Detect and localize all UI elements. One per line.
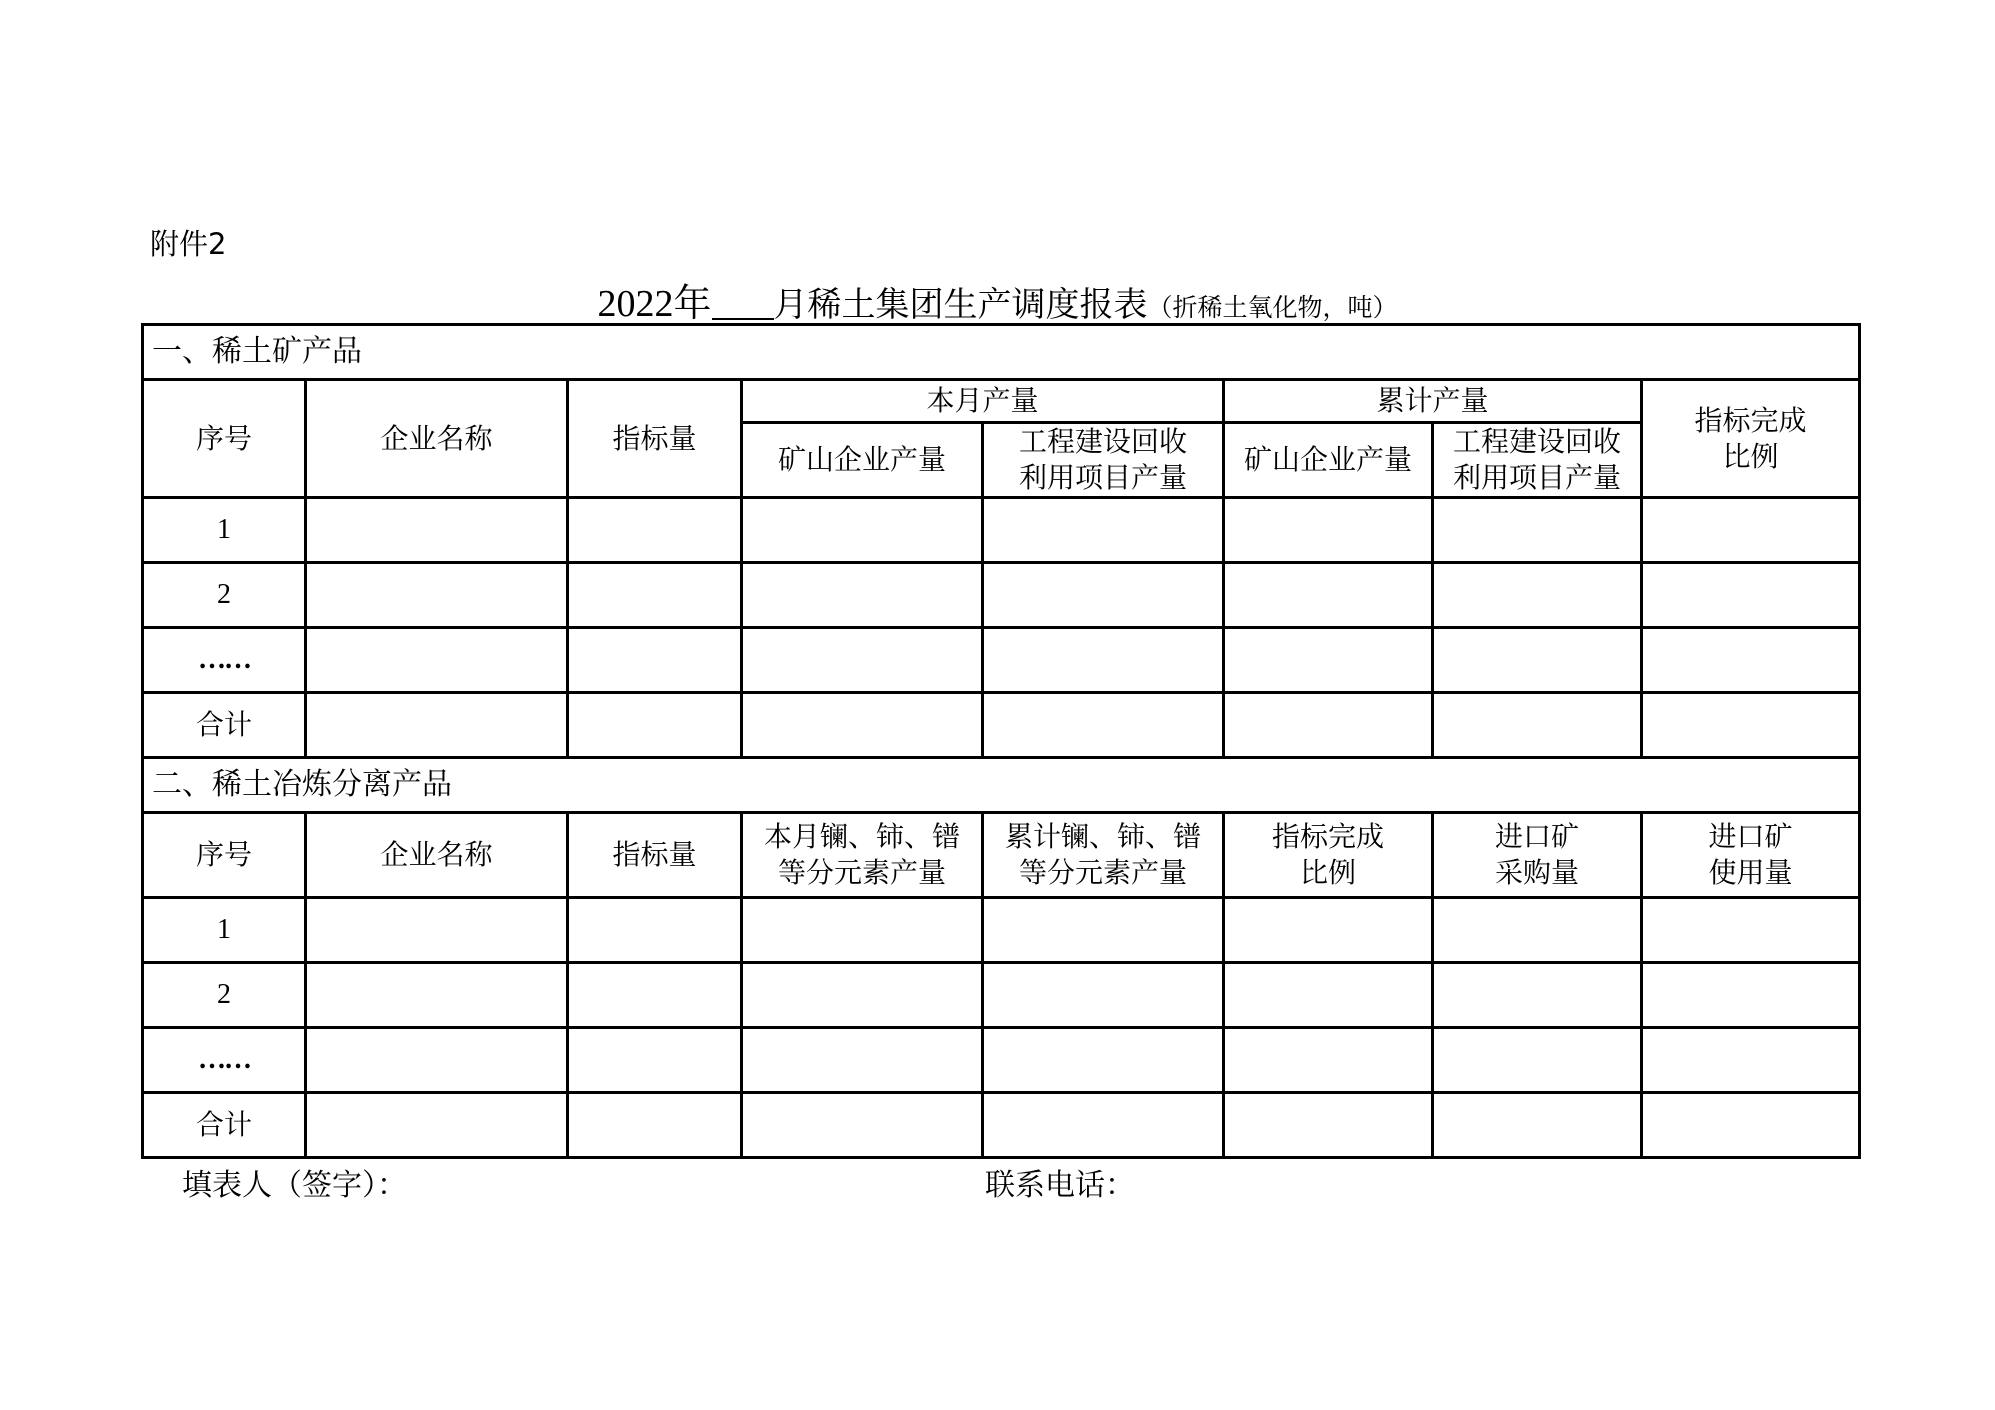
cell-input[interactable] (742, 963, 983, 1028)
s1-completion-line2: 比例 (1722, 439, 1779, 473)
cell-input[interactable] (568, 498, 742, 563)
row-seq: 1 (143, 498, 306, 563)
table-row (143, 898, 1860, 963)
s1-header-completion (1642, 380, 1860, 498)
s2-header-seq: 序号 (143, 813, 306, 898)
s1-cumulative-recovery-line1: 工程建设回收 (1452, 425, 1621, 458)
s2-purchase-line2: 采购量 (1494, 856, 1579, 889)
cell-input[interactable] (1642, 1028, 1860, 1093)
s2-header-company: 企业名称 (306, 813, 568, 898)
s1-header-cumulative-mine: 矿山企业产量 (1224, 423, 1433, 498)
s2-completion-line1: 指标完成 (1271, 820, 1384, 853)
cell-input[interactable] (742, 498, 983, 563)
cell-input[interactable] (983, 498, 1224, 563)
cell-input[interactable] (742, 628, 983, 693)
section2-heading: 二、稀土冶炼分离产品 (143, 758, 1860, 813)
cell-input[interactable] (306, 563, 568, 628)
cell-input[interactable] (983, 1093, 1224, 1158)
cell-input[interactable] (1224, 498, 1433, 563)
cell-input[interactable] (983, 963, 1224, 1028)
row-ellipsis: …… (143, 1028, 306, 1093)
cell-input[interactable] (1642, 563, 1860, 628)
cell-input[interactable] (1642, 963, 1860, 1028)
cell-input[interactable] (1433, 563, 1642, 628)
cell-input[interactable] (983, 628, 1224, 693)
s1-monthly-recovery-line2: 利用项目产量 (1018, 461, 1187, 494)
s1-monthly-recovery-line1: 工程建设回收 (1018, 425, 1187, 458)
table-row (143, 563, 1860, 628)
cell-input[interactable] (983, 1028, 1224, 1093)
s1-completion-line1: 指标完成 (1694, 403, 1807, 437)
title-year: 2022年 (597, 283, 712, 325)
cell-input[interactable] (742, 693, 983, 758)
cell-input[interactable] (983, 563, 1224, 628)
cell-input[interactable] (1433, 963, 1642, 1028)
cell-input[interactable] (568, 1093, 742, 1158)
table-row-total (143, 1093, 1860, 1158)
filler-signature-label: 填表人（签字）： (182, 1168, 407, 1203)
row-seq: 1 (143, 898, 306, 963)
cell-input[interactable] (983, 693, 1224, 758)
cell-input[interactable] (1433, 498, 1642, 563)
cell-input[interactable] (742, 1093, 983, 1158)
s1-header-monthly-group: 本月产量 (742, 380, 1224, 423)
cell-input[interactable] (1224, 693, 1433, 758)
cell-input[interactable] (1642, 628, 1860, 693)
title-main: 月稀土集团生产调度报表 (773, 285, 1148, 325)
cell-input[interactable] (306, 498, 568, 563)
s2-header-cumulative (983, 813, 1224, 898)
s2-usage-line2: 使用量 (1708, 856, 1793, 889)
cell-input[interactable] (742, 1028, 983, 1093)
cell-input[interactable] (983, 898, 1224, 963)
s1-header-company: 企业名称 (306, 380, 568, 498)
cell-input[interactable] (568, 563, 742, 628)
table-row (143, 498, 1860, 563)
title-unit: （折稀土氧化物，吨） (1147, 293, 1398, 322)
row-seq: 2 (143, 563, 306, 628)
cell-input[interactable] (1224, 898, 1433, 963)
s2-header-quota: 指标量 (568, 813, 742, 898)
cell-input[interactable] (1224, 1028, 1433, 1093)
annex-label: 附件2 (150, 227, 227, 261)
row-total-label: 合计 (143, 693, 306, 758)
row-seq: 2 (143, 963, 306, 1028)
cell-input[interactable] (568, 963, 742, 1028)
cell-input[interactable] (568, 1028, 742, 1093)
cell-input[interactable] (568, 693, 742, 758)
cell-input[interactable] (306, 693, 568, 758)
cell-input[interactable] (1433, 628, 1642, 693)
cell-input[interactable] (1224, 563, 1433, 628)
cell-input[interactable] (1642, 1093, 1860, 1158)
s2-header-purchase (1433, 813, 1642, 898)
s1-header-monthly-recovery (983, 423, 1224, 498)
s2-usage-line1: 进口矿 (1708, 820, 1793, 853)
cell-input[interactable] (306, 898, 568, 963)
s1-header-cumulative-recovery (1433, 423, 1642, 498)
table-row (143, 963, 1860, 1028)
cell-input[interactable] (1433, 1028, 1642, 1093)
cell-input[interactable] (306, 963, 568, 1028)
cell-input[interactable] (568, 628, 742, 693)
cell-input[interactable] (742, 563, 983, 628)
s2-cumulative-line2: 等分元素产量 (1018, 856, 1187, 889)
cell-input[interactable] (306, 1028, 568, 1093)
s2-completion-line2: 比例 (1299, 856, 1356, 889)
s2-cumulative-line1: 累计镧、铈、镨 (1004, 820, 1201, 853)
cell-input[interactable] (1433, 693, 1642, 758)
s2-monthly-line2: 等分元素产量 (777, 856, 946, 889)
cell-input[interactable] (1433, 1093, 1642, 1158)
cell-input[interactable] (1224, 628, 1433, 693)
s1-cumulative-recovery-line2: 利用项目产量 (1452, 461, 1621, 494)
s2-header-monthly (742, 813, 983, 898)
s2-monthly-line1: 本月镧、铈、镨 (763, 820, 960, 853)
s1-header-cumulative-group: 累计产量 (1224, 380, 1642, 423)
s1-header-quota: 指标量 (568, 380, 742, 498)
cell-input[interactable] (1224, 963, 1433, 1028)
cell-input[interactable] (1642, 498, 1860, 563)
table-row (143, 1028, 1860, 1093)
cell-input[interactable] (1642, 898, 1860, 963)
s1-header-seq: 序号 (143, 380, 306, 498)
cell-input[interactable] (306, 628, 568, 693)
cell-input[interactable] (306, 1093, 568, 1158)
table-row-total (143, 693, 1860, 758)
s2-header-completion (1224, 813, 1433, 898)
s2-header-usage (1642, 813, 1860, 898)
cell-input[interactable] (1224, 1093, 1433, 1158)
cell-input[interactable] (1642, 693, 1860, 758)
report-title (0, 272, 1995, 327)
cell-input[interactable] (742, 898, 983, 963)
section1-heading: 一、稀土矿产品 (143, 325, 1860, 380)
report-table (141, 323, 1861, 1159)
table-row (143, 628, 1860, 693)
s1-header-monthly-mine: 矿山企业产量 (742, 423, 983, 498)
contact-phone-label: 联系电话： (985, 1168, 1135, 1203)
s2-purchase-line1: 进口矿 (1494, 820, 1579, 853)
row-ellipsis: …… (143, 628, 306, 693)
cell-input[interactable] (568, 898, 742, 963)
cell-input[interactable] (1433, 898, 1642, 963)
row-total-label: 合计 (143, 1093, 306, 1158)
month-blank[interactable] (712, 284, 774, 320)
